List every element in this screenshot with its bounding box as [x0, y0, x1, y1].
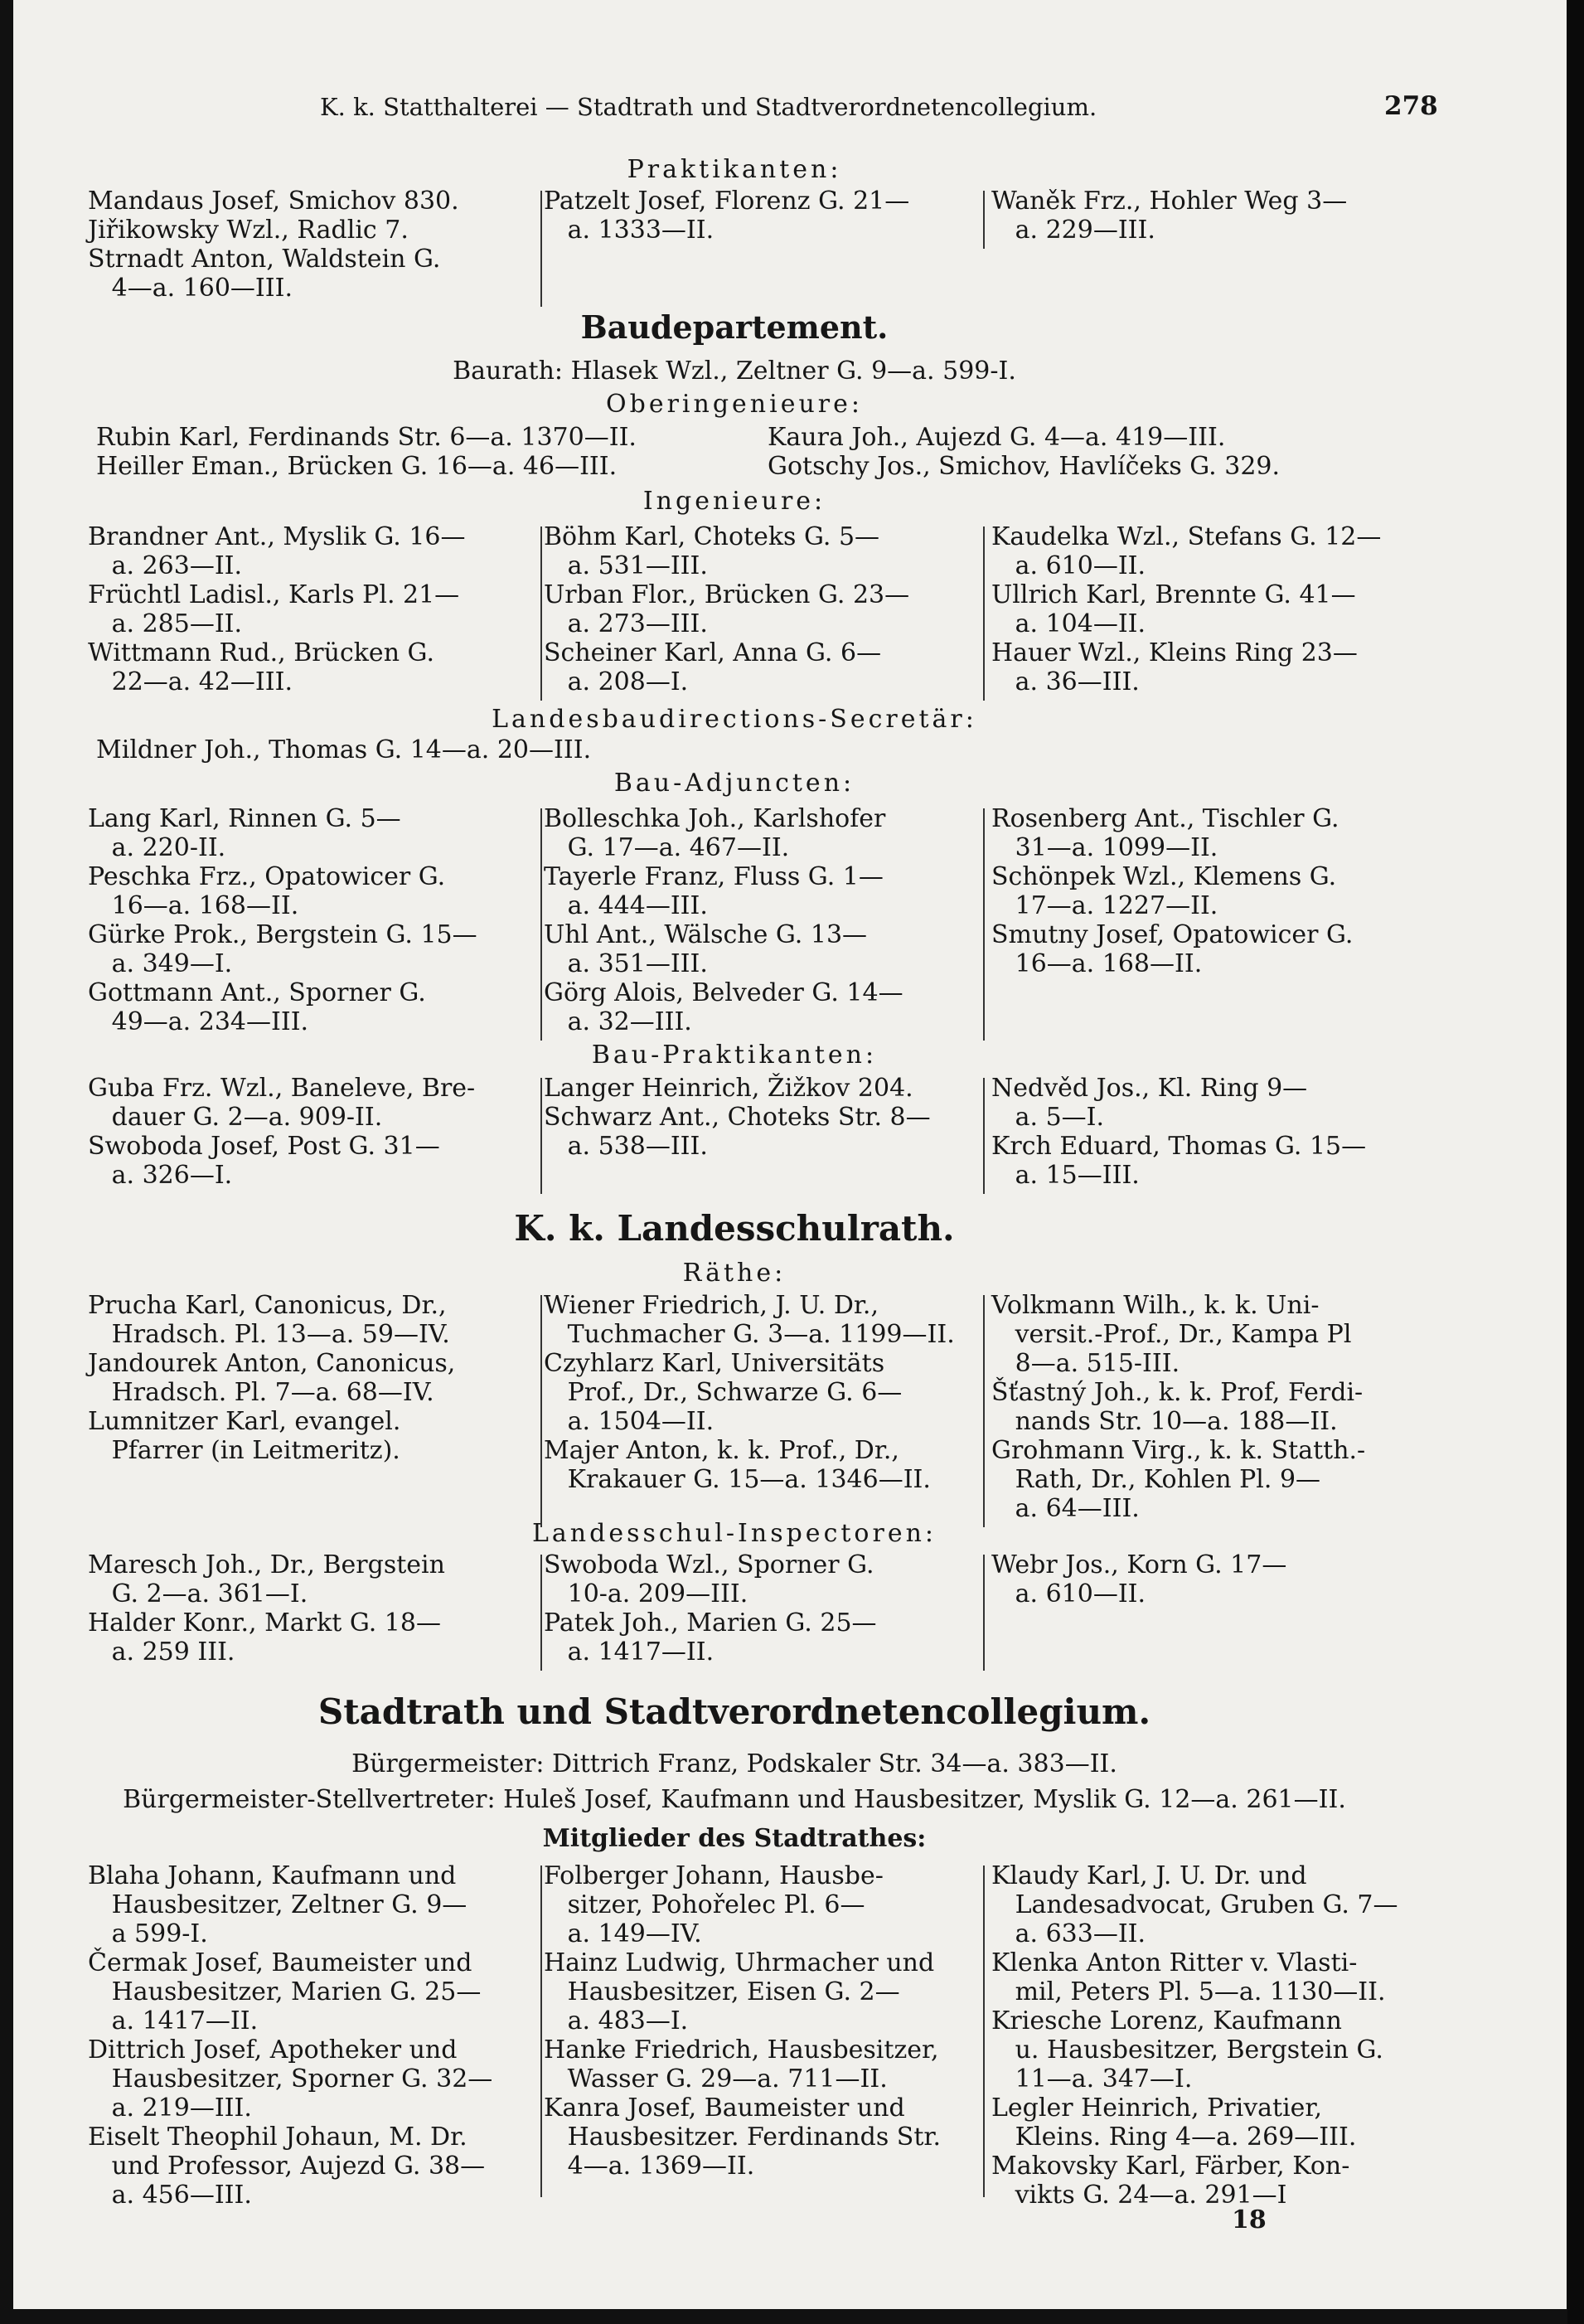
entry-line: nands Str. 10—a. 188—II. [991, 1407, 1338, 1436]
entry-line: Smutny Josef, Opatowicer G. [991, 920, 1354, 949]
section-title-landesschulrath: K. k. Landesschulrath. [514, 1208, 955, 1249]
entry-line: 8—a. 515-III. [991, 1349, 1180, 1378]
entry-line: Wasser G. 29—a. 711—II. [544, 2064, 888, 2094]
entry-line: Früchtl Ladisl., Karls Pl. 21— [88, 580, 460, 609]
entry-line: Schönpek Wzl., Klemens G. [991, 862, 1337, 891]
ingenieure-column-1 [88, 522, 466, 696]
mitglieder-column-2 [544, 1861, 941, 2181]
secretaer-entry: Mildner Joh., Thomas G. 14—a. 20—III. [96, 735, 592, 764]
entry-line: Maresch Joh., Dr., Bergstein [88, 1550, 445, 1579]
entry-line: Legler Heinrich, Privatier, [991, 2094, 1323, 2123]
entry-line: Lang Karl, Rinnen G. 5— [88, 804, 401, 833]
entry-line: a. 1417—II. [88, 2006, 259, 2035]
entry-line: a. 633—II. [991, 1919, 1146, 1948]
entry-line: Mandaus Josef, Smichov 830. [88, 187, 459, 216]
entry-line: Wiener Friedrich, J. U. Dr., [544, 1291, 879, 1320]
entry-line: a. 1333—II. [544, 216, 714, 245]
mitglieder-column-1 [88, 1861, 492, 2210]
entry-line: Peschka Frz., Opatowicer G. [88, 862, 446, 891]
entry-line: a. 273—III. [544, 609, 708, 638]
column-divider [540, 808, 542, 1041]
entry-line: 4—a. 1369—II. [544, 2152, 755, 2181]
entry-line: Pfarrer (in Leitmeritz). [88, 1436, 400, 1465]
entry-line: a. 349—I. [88, 949, 233, 978]
entry-line: Böhm Karl, Choteks G. 5— [544, 522, 880, 551]
entry-line: u. Hausbesitzer, Bergstein G. [991, 2035, 1383, 2064]
entry-line: Čermak Josef, Baumeister und [88, 1948, 472, 1977]
entry-line: a 599-I. [88, 1919, 208, 1948]
entry-line: G. 17—a. 467—II. [544, 833, 790, 862]
raethe-column-3 [991, 1291, 1365, 1523]
entry-line: a. 229—III. [991, 216, 1155, 245]
inspectoren-column-1 [88, 1550, 445, 1667]
entry-line: Hausbesitzer, Zeltner G. 9— [88, 1890, 467, 1919]
buergermeister-line: Bürgermeister: Dittrich Franz, Podskaler Str. 34—a. 383—II. [351, 1749, 1117, 1778]
bau-adjuncten-column-2 [544, 804, 903, 1036]
entry-line: Kriesche Lorenz, Kaufmann [991, 2006, 1342, 2035]
raethe-column-2 [544, 1291, 955, 1494]
oberingenieur-entry: Gotschy Jos., Smichov, Havlíčeks G. 329. [768, 452, 1281, 481]
column-divider [540, 1078, 542, 1194]
oberingenieur-entry: Heiller Eman., Brücken G. 16—a. 46—III. [96, 452, 618, 481]
entry-line: Patzelt Josef, Florenz G. 21— [544, 187, 910, 216]
entry-line: a. 36—III. [991, 667, 1140, 696]
entry-line: Volkmann Wilh., k. k. Uni- [991, 1291, 1320, 1320]
entry-line: Jandourek Anton, Canonicus, [88, 1349, 456, 1378]
entry-line: 17—a. 1227—II. [991, 891, 1218, 920]
section-heading-raethe: Räthe: [682, 1259, 787, 1288]
entry-line: Klenka Anton Ritter v. Vlasti- [991, 1948, 1358, 1977]
entry-line: Czyhlarz Karl, Universitäts [544, 1349, 885, 1378]
ingenieure-column-3 [991, 522, 1381, 696]
entry-line: Brandner Ant., Myslik G. 16— [88, 522, 466, 551]
entry-line: a. 444—III. [544, 891, 708, 920]
entry-line: Lumnitzer Karl, evangel. [88, 1407, 401, 1436]
signature-mark: 18 [1232, 2205, 1267, 2234]
entry-line: a. 5—I. [991, 1103, 1105, 1132]
entry-line: Patek Joh., Marien G. 25— [544, 1608, 877, 1637]
column-divider [983, 1078, 985, 1194]
entry-line: a. 483—I. [544, 2006, 689, 2035]
entry-line: Hanke Friedrich, Hausbesitzer, [544, 2035, 939, 2064]
stellvertreter-line: Bürgermeister-Stellvertreter: Huleš Josef, Kaufmann und Hausbesitzer, Myslik G. 12—a. 261—II. [123, 1785, 1346, 1814]
entry-line: 49—a. 234—III. [88, 1007, 309, 1036]
section-title-stadtrath: Stadtrath und Stadtverordnetencollegium. [317, 1691, 1151, 1732]
entry-line: Makovsky Karl, Färber, Kon- [991, 2152, 1350, 2181]
entry-line: sitzer, Pohořelec Pl. 6— [544, 1890, 865, 1919]
entry-line: a. 610—II. [991, 551, 1146, 580]
entry-line: a. 531—III. [544, 551, 708, 580]
entry-line: 31—a. 1099—II. [991, 833, 1218, 862]
entry-line: Gürke Prok., Bergstein G. 15— [88, 920, 477, 949]
entry-line: Langer Heinrich, Žižkov 204. [544, 1074, 913, 1103]
entry-line: Majer Anton, k. k. Prof., Dr., [544, 1436, 899, 1465]
entry-line: Urban Flor., Brücken G. 23— [544, 580, 910, 609]
entry-line: Wittmann Rud., Brücken G. [88, 638, 434, 667]
entry-line: Uhl Ant., Wälsche G. 13— [544, 920, 868, 949]
entry-line: Hradsch. Pl. 13—a. 59—IV. [88, 1320, 450, 1349]
inspectoren-column-3 [991, 1550, 1286, 1608]
entry-line: Hradsch. Pl. 7—a. 68—IV. [88, 1378, 434, 1407]
entry-line: Waněk Frz., Hohler Weg 3— [991, 187, 1348, 216]
praktikanten-column-3 [991, 187, 1347, 245]
entry-line: 16—a. 168—II. [88, 891, 299, 920]
entry-line: a. 263—II. [88, 551, 243, 580]
entry-line: Jiřikowsky Wzl., Radlic 7. [88, 216, 409, 245]
entry-line: a. 149—IV. [544, 1919, 702, 1948]
entry-line: 11—a. 347—I. [991, 2064, 1193, 2094]
entry-line: Nedvěd Jos., Kl. Ring 9— [991, 1074, 1308, 1103]
entry-line: Rosenberg Ant., Tischler G. [991, 804, 1339, 833]
oberingenieur-entry: Rubin Karl, Ferdinands Str. 6—a. 1370—II. [96, 423, 637, 452]
entry-line: a. 610—II. [991, 1579, 1146, 1608]
entry-line: Krch Eduard, Thomas G. 15— [991, 1132, 1367, 1161]
entry-line: 4—a. 160—III. [88, 274, 293, 303]
inspectoren-column-2 [544, 1550, 877, 1667]
running-header: K. k. Statthalterei — Stadtrath und Stadtverordnetencollegium. [320, 93, 1097, 121]
page-number: 278 [1384, 91, 1438, 121]
section-heading-mitglieder: Mitglieder des Stadtrathes: [542, 1824, 927, 1853]
entry-line: Gottmann Ant., Sporner G. [88, 978, 426, 1007]
column-divider [983, 191, 985, 249]
entry-line: a. 1504—II. [544, 1407, 714, 1436]
section-heading-praktikanten: Praktikanten: [627, 155, 842, 184]
column-divider [983, 1295, 985, 1527]
bau-adjuncten-column-1 [88, 804, 477, 1036]
entry-line: Hausbesitzer. Ferdinands Str. [544, 2123, 941, 2152]
section-heading-bau-praktikanten: Bau-Praktikanten: [591, 1041, 878, 1070]
entry-line: Guba Frz. Wzl., Baneleve, Bre- [88, 1074, 476, 1103]
entry-line: a. 220-II. [88, 833, 226, 862]
entry-line: a. 208—I. [544, 667, 689, 696]
bau-praktikanten-column-2 [544, 1074, 931, 1161]
entry-line: Kleins. Ring 4—a. 269—III. [991, 2123, 1357, 2152]
entry-line: Hainz Ludwig, Uhrmacher und [544, 1948, 935, 1977]
entry-line: Swoboda Wzl., Sporner G. [544, 1550, 874, 1579]
entry-line: Prucha Karl, Canonicus, Dr., [88, 1291, 447, 1320]
section-heading-secretaer: Landesbaudirections-Secretär: [492, 705, 977, 734]
section-heading-ingenieure: Ingenieure: [642, 487, 826, 516]
entry-line: Landesadvocat, Gruben G. 7— [991, 1890, 1398, 1919]
entry-line: Šťastný Joh., k. k. Prof, Ferdi- [991, 1378, 1364, 1407]
entry-line: Bolleschka Joh., Karlshofer [544, 804, 886, 833]
column-divider [540, 1866, 542, 2197]
entry-line: Webr Jos., Korn G. 17— [991, 1550, 1287, 1579]
bau-adjuncten-column-3 [991, 804, 1353, 978]
column-divider [983, 526, 985, 701]
entry-line: Dittrich Josef, Apotheker und [88, 2035, 458, 2064]
section-heading-inspectoren: Landesschul-Inspectoren: [531, 1519, 937, 1548]
entry-line: a. 219—III. [88, 2094, 252, 2123]
entry-line: Görg Alois, Belveder G. 14— [544, 978, 903, 1007]
oberingenieur-entry: Kaura Joh., Aujezd G. 4—a. 419—III. [768, 423, 1226, 452]
entry-line: 10-a. 209—III. [544, 1579, 748, 1608]
column-divider [540, 526, 542, 701]
section-heading-bau-adjuncten: Bau-Adjuncten: [613, 769, 855, 798]
entry-line: Kaudelka Wzl., Stefans G. 12— [991, 522, 1382, 551]
column-divider [540, 1555, 542, 1671]
entry-line: a. 64—III. [991, 1494, 1140, 1523]
entry-line: Hausbesitzer, Marien G. 25— [88, 1977, 482, 2006]
entry-line: Folberger Johann, Hausbe- [544, 1861, 884, 1890]
entry-line: Rath, Dr., Kohlen Pl. 9— [991, 1465, 1321, 1494]
entry-line: Grohmann Virg., k. k. Statth.- [991, 1436, 1366, 1465]
entry-line: 16—a. 168—II. [991, 949, 1203, 978]
entry-line: Schwarz Ant., Choteks Str. 8— [544, 1103, 931, 1132]
entry-line: Ullrich Karl, Brennte G. 41— [991, 580, 1356, 609]
section-title-baudepartement: Baudepartement. [580, 308, 889, 346]
column-divider [983, 1866, 985, 2197]
bau-praktikanten-column-1 [88, 1074, 475, 1190]
entry-line: a. 538—III. [544, 1132, 708, 1161]
entry-line: a. 259 III. [88, 1637, 235, 1667]
scanned-page [13, 0, 1567, 2309]
entry-line: Klaudy Karl, J. U. Dr. und [991, 1861, 1307, 1890]
section-heading-oberingenieure: Oberingenieure: [606, 390, 863, 419]
raethe-column-1 [88, 1291, 455, 1465]
entry-line: Halder Konr., Markt G. 18— [88, 1608, 441, 1637]
entry-line: dauer G. 2—a. 909-II. [88, 1103, 383, 1132]
entry-line: a. 351—III. [544, 949, 708, 978]
entry-line: Strnadt Anton, Waldstein G. [88, 245, 441, 274]
entry-line: Kanra Josef, Baumeister und [544, 2094, 905, 2123]
entry-line: vikts G. 24—a. 291—I [991, 2181, 1287, 2210]
scan-border [1567, 0, 1584, 2324]
entry-line: Blaha Johann, Kaufmann und [88, 1861, 457, 1890]
entry-line: G. 2—a. 361—I. [88, 1579, 308, 1608]
entry-line: versit.-Prof., Dr., Kampa Pl [991, 1320, 1352, 1349]
entry-line: a. 285—II. [88, 609, 243, 638]
entry-line: Scheiner Karl, Anna G. 6— [544, 638, 882, 667]
column-divider [540, 191, 542, 307]
entry-line: und Professor, Aujezd G. 38— [88, 2152, 486, 2181]
bau-praktikanten-column-3 [991, 1074, 1366, 1190]
entry-line: Hausbesitzer, Sporner G. 32— [88, 2064, 493, 2094]
praktikanten-column-1 [88, 187, 459, 303]
column-divider [983, 1555, 985, 1671]
entry-line: a. 32—III. [544, 1007, 692, 1036]
baurath-line: Baurath: Hlasek Wzl., Zeltner G. 9—a. 599-I. [453, 357, 1016, 386]
entry-line: Eiselt Theophil Johaun, M. Dr. [88, 2123, 467, 2152]
entry-line: Swoboda Josef, Post G. 31— [88, 1132, 440, 1161]
entry-line: Prof., Dr., Schwarze G. 6— [544, 1378, 903, 1407]
praktikanten-column-2 [544, 187, 909, 245]
entry-line: Hausbesitzer, Eisen G. 2— [544, 1977, 900, 2006]
column-divider [540, 1295, 542, 1527]
entry-line: a. 1417—II. [544, 1637, 714, 1667]
entry-line: a. 104—II. [991, 609, 1146, 638]
column-divider [983, 808, 985, 1041]
entry-line: 22—a. 42—III. [88, 667, 293, 696]
entry-line: Tuchmacher G. 3—a. 1199—II. [544, 1320, 955, 1349]
ingenieure-column-2 [544, 522, 909, 696]
entry-line: Tayerle Franz, Fluss G. 1— [544, 862, 884, 891]
entry-line: a. 326—I. [88, 1161, 233, 1190]
mitglieder-column-3 [991, 1861, 1398, 2210]
entry-line: a. 456—III. [88, 2181, 252, 2210]
entry-line: mil, Peters Pl. 5—a. 1130—II. [991, 1977, 1386, 2006]
entry-line: Krakauer G. 15—a. 1346—II. [544, 1465, 931, 1494]
entry-line: Hauer Wzl., Kleins Ring 23— [991, 638, 1358, 667]
entry-line: a. 15—III. [991, 1161, 1140, 1190]
